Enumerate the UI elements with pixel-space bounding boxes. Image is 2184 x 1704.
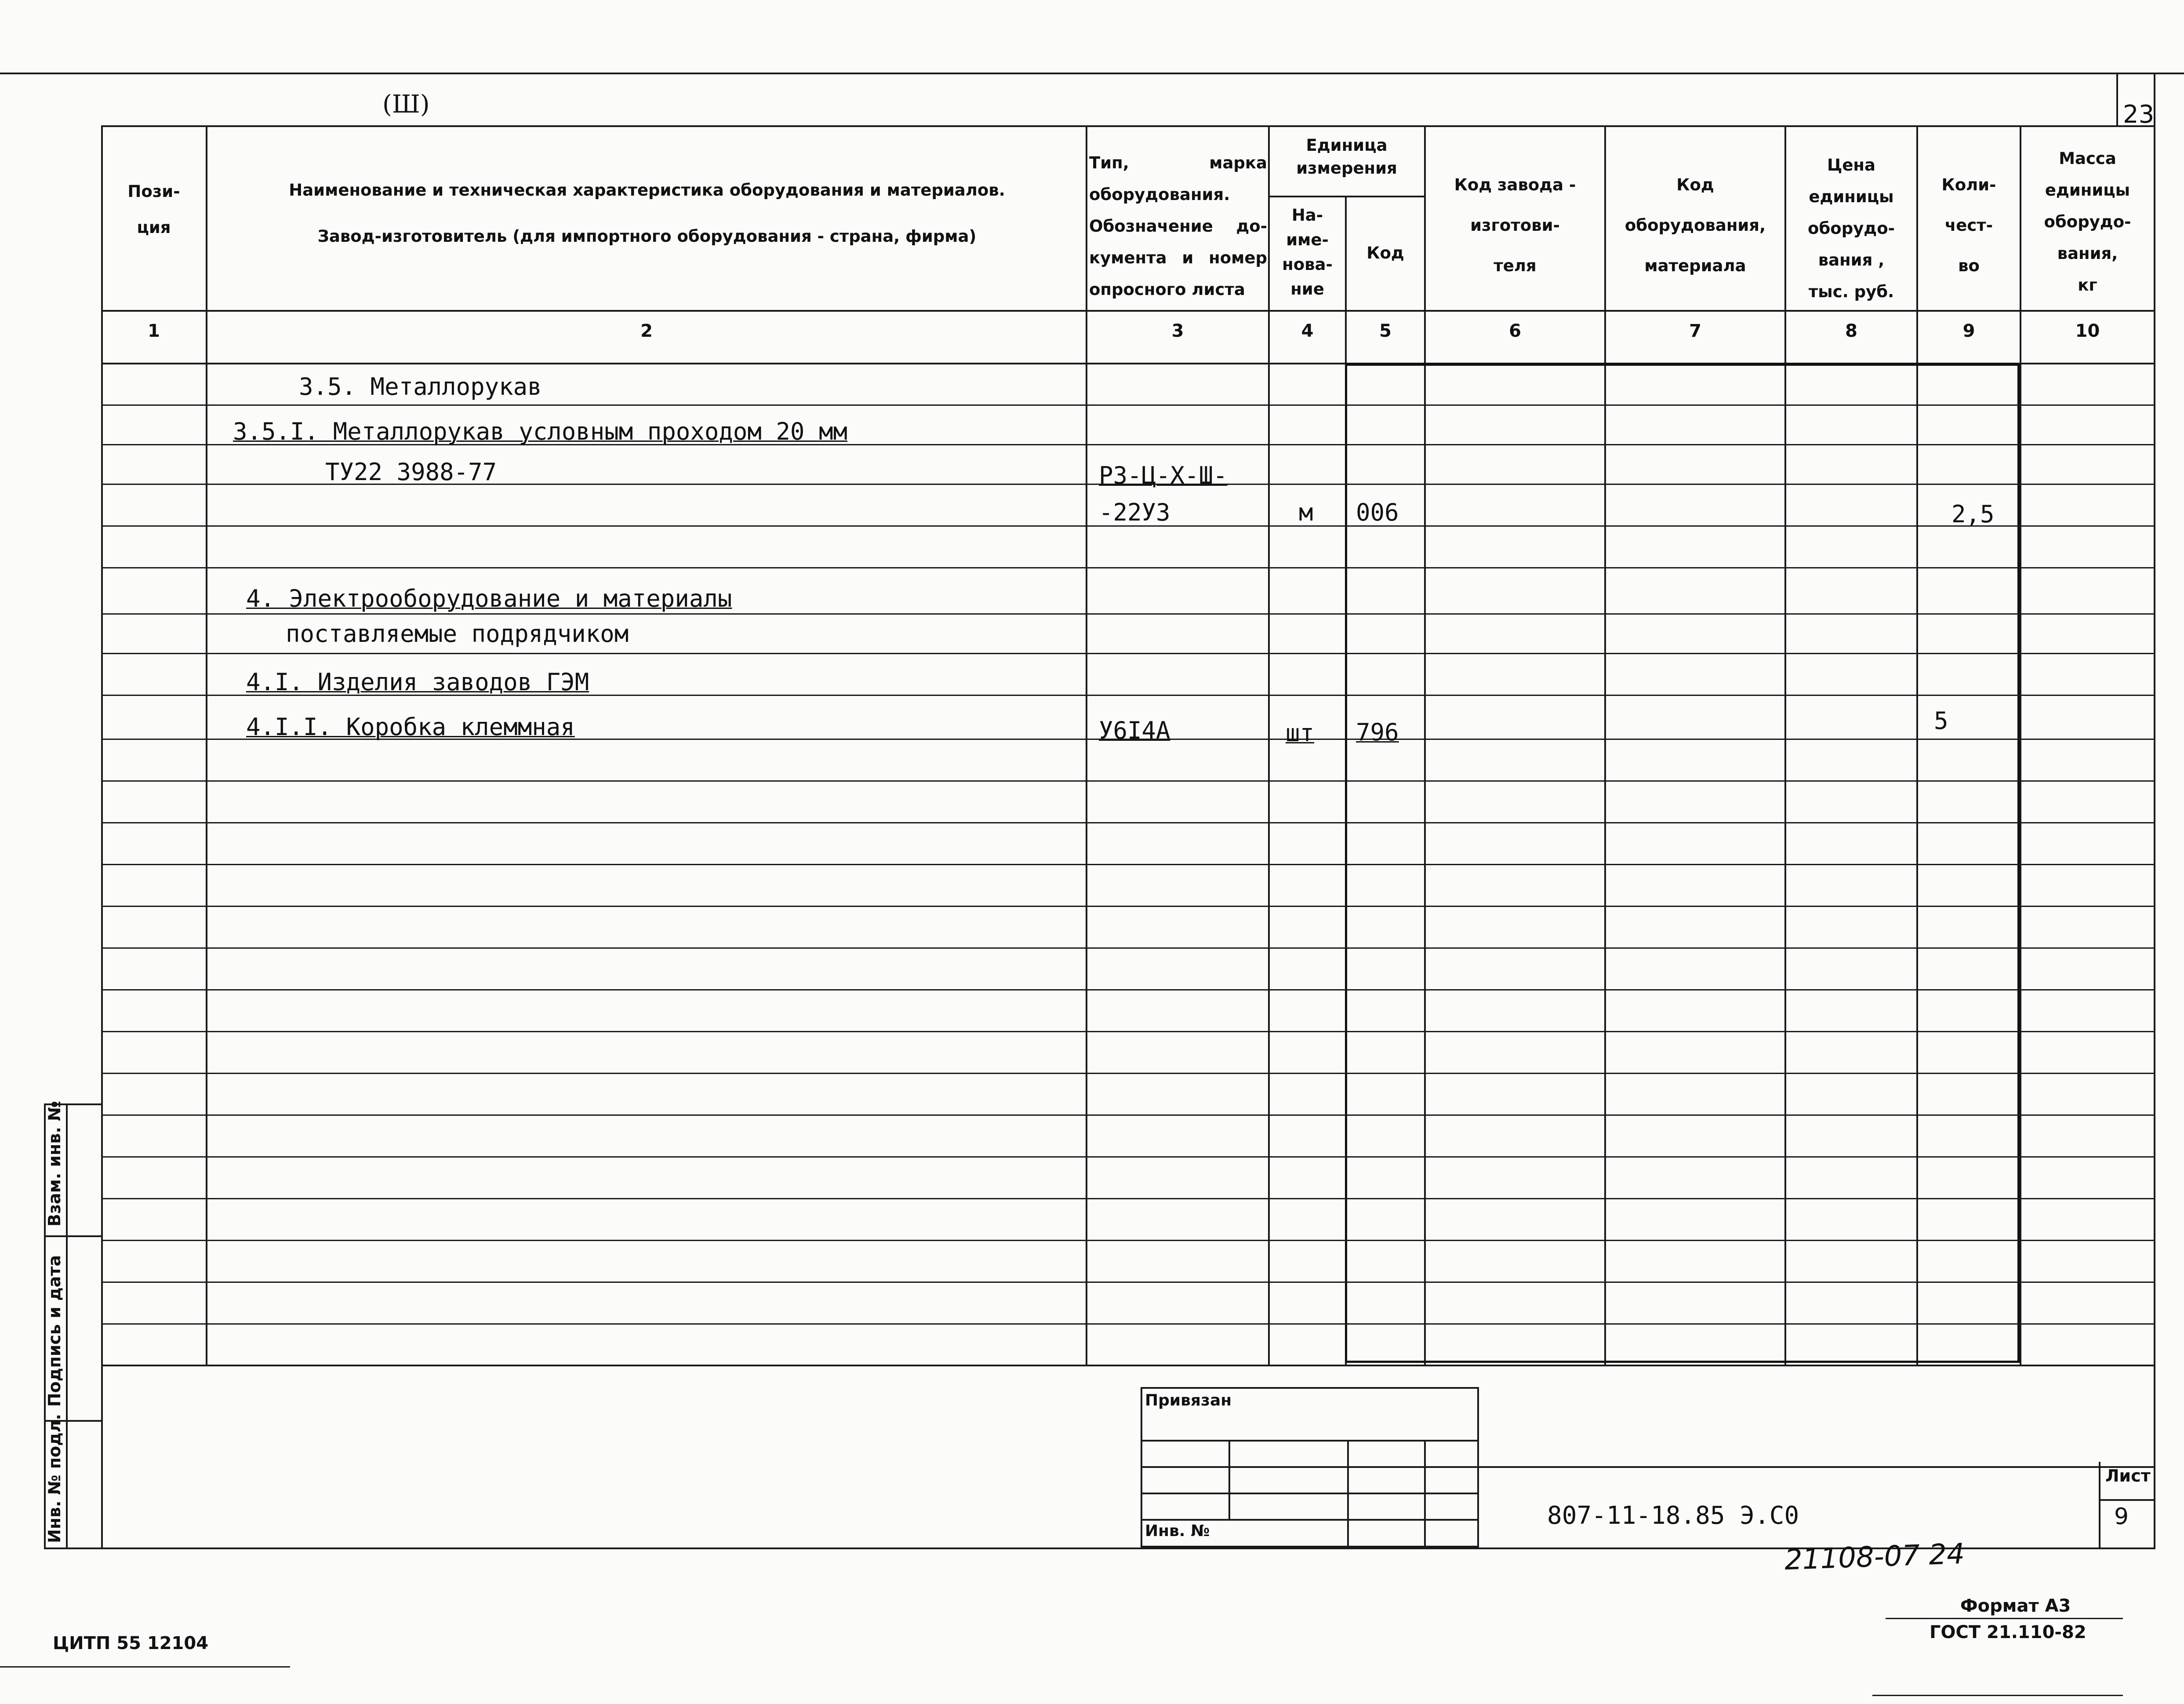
row-line [103,989,2154,990]
row-line [103,1031,2154,1032]
footer-left-line [0,1666,290,1668]
row-6-name: 4.I. Изделия заводов ГЭМ [246,668,589,696]
row-4-name: 4. Электрооборудование и материалы [246,585,732,612]
header-col8: Цена единицы оборудо- вания , тыс. руб. [1808,156,1895,301]
printer-label: ЦИТП 55 12104 [53,1633,209,1653]
row-line [103,780,2154,782]
row-line [103,822,2154,823]
row-2-name: ТУ22 3988-77 [325,458,497,486]
stamp-line-2 [1141,1466,1479,1468]
sheet-label: Лист [2105,1466,2151,1486]
sheet-box-line [2099,1462,2100,1547]
colnum-1: 1 [148,321,160,341]
unit-subheader-line [1268,196,1424,197]
row-7-type: У6I4А [1099,717,1170,744]
side-label-original: Инв. № подл. [45,1413,64,1543]
header-col2: Наименование и техническая характеристика оборудования и материалов. Завод-изготовитель (для импортного оборудования - страна, фирма) [289,181,1005,246]
row-line [103,653,2154,654]
row-7-unit: шт [1286,719,1315,747]
table-top-line [101,125,2155,127]
designation-top-line [1479,1466,2154,1468]
row-line [103,1240,2154,1241]
body-bottom-line [101,1365,2155,1366]
row-3-type: -22УЗ [1099,499,1170,526]
row-line [103,864,2154,865]
colnum-10: 10 [2075,321,2100,341]
row-1-name: 3.5.I. Металлорукав условным проходом 20 мм [233,418,847,445]
colnum-2: 2 [640,321,653,341]
standard-label: ГОСТ 21.110-82 [1930,1622,2086,1642]
col-sep-3 [1268,125,1270,1366]
header-col6: Код завода - изготови- теля [1454,175,1576,275]
row-line [103,567,2154,568]
side-sep-1 [44,1235,103,1237]
stamp-line-4 [1141,1519,1479,1521]
row-line [103,1198,2154,1199]
header-col10: Масса единицы оборудо- вания, кг [2044,149,2131,295]
row-3-code: 006 [1356,499,1399,526]
page-number-corner: 23 [2123,100,2155,129]
tied-label: Привязан [1145,1391,1232,1409]
header-col5: Код [1366,244,1404,262]
row-line [103,906,2154,907]
row-3-qty: 2,5 [1951,500,1995,528]
col-sep-9 [2020,125,2021,1366]
row-0-name: 3.5. Металлорукав [299,373,542,401]
col-sep-1 [206,125,207,1366]
designation: 807-11-18.85 Э.С0 [1547,1501,1799,1530]
stamp-line-3 [1141,1493,1479,1494]
handwritten-archive-number: 21108-07 24 [1784,1537,1966,1577]
sheet-box-mid-line [2099,1499,2154,1501]
row-line [103,1156,2154,1158]
col-sep-2 [1086,125,1087,1366]
header-col7: Код оборудования, материала [1624,175,1766,275]
header-col9: Коли- чест- во [1941,175,1996,275]
row-line [103,1323,2154,1325]
stamp-vline-1 [1228,1440,1230,1519]
colnum-7: 7 [1689,321,1701,341]
frame-right-line [2154,73,2155,1549]
row-7-code: 796 [1356,718,1399,746]
footer-right-line [1886,1618,2123,1619]
header-col4: На- име- нова- ние [1282,206,1333,299]
row-7-qty: 5 [1934,707,1948,735]
corner-box-line [2116,73,2118,127]
top-mark: (Ш) [382,90,430,119]
footer-right-bottom-line [1872,1695,2123,1696]
colnum-9: 9 [1962,321,1975,341]
header-col45: Единица измерения [1296,136,1397,178]
row-line [103,404,2154,406]
colnum-5: 5 [1379,321,1392,341]
stamp-line-1 [1141,1440,1479,1442]
row-line [103,1114,2154,1116]
sheet-number: 9 [2114,1504,2129,1530]
header-col1: Пози- ция [127,182,180,237]
row-7-name: 4.I.I. Коробка клеммная [246,713,575,741]
row-line [103,947,2154,949]
row-2-type: РЗ-Ц-Х-Ш- [1099,462,1228,489]
top-border-line [0,73,2184,74]
colnum-6: 6 [1509,321,1521,341]
row-line [103,1073,2154,1074]
header-col3: Тип, марка оборудования. Обозначение до- кумента и номер опросного листа [1089,153,1267,299]
bold-box [1345,363,2020,1363]
row-3-unit: м [1299,499,1313,526]
colnum-3: 3 [1171,321,1184,341]
row-5-name: поставляемые подрядчиком [286,620,629,648]
header-bottom-line [101,310,2155,312]
stamp-vline-2 [1347,1440,1349,1547]
format-label: Формат А3 [1960,1596,2071,1616]
row-line [103,613,2154,615]
colnum-4: 4 [1301,321,1314,341]
stamp-vline-3 [1424,1440,1426,1547]
side-label-replacement: Взам. инв. № [45,1101,64,1227]
side-inner-line [66,1103,68,1549]
side-label-signature: Подпись и дата [45,1255,64,1407]
row-line [103,1282,2154,1283]
inv-label: Инв. № [1145,1522,1210,1540]
colnum-8: 8 [1845,321,1857,341]
